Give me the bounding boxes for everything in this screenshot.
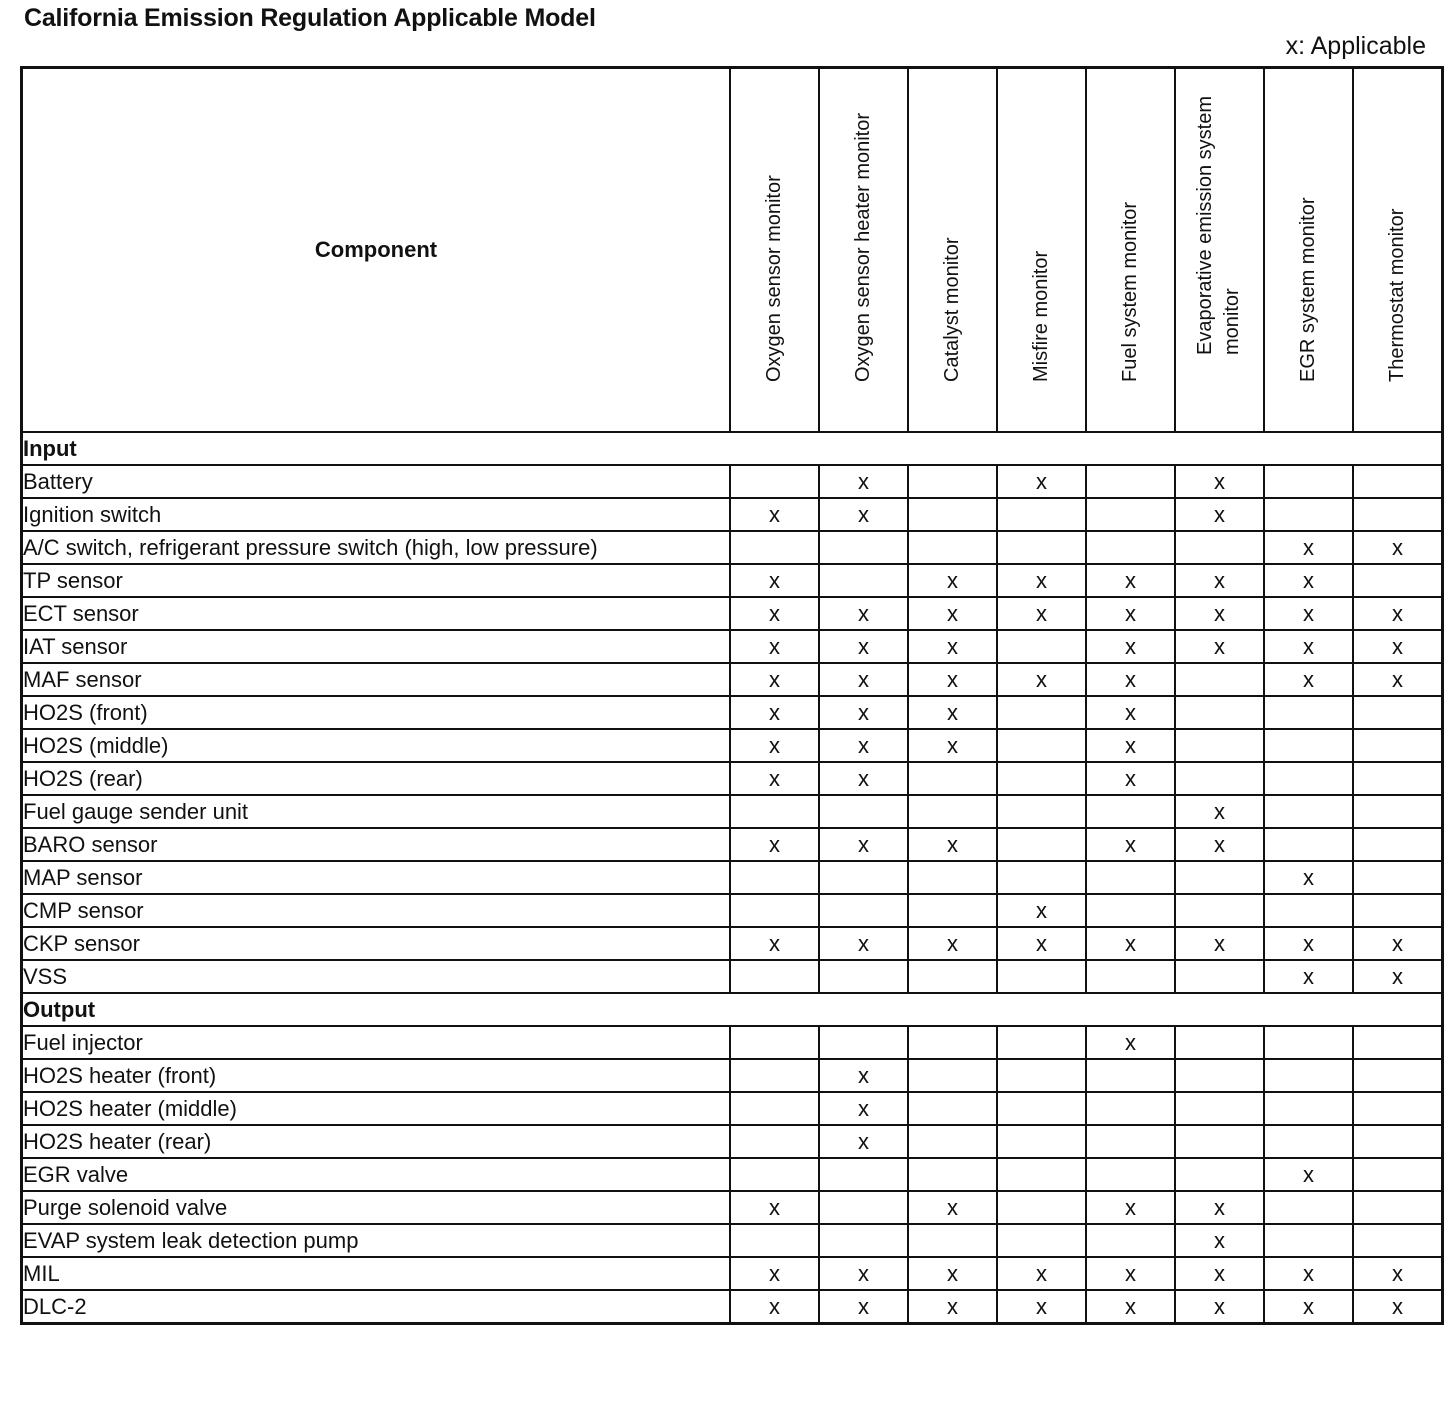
monitor-header-label: Thermostat monitor [1385, 208, 1408, 382]
applicable-mark-cell: x [997, 1290, 1086, 1324]
component-label: Purge solenoid valve [22, 1191, 731, 1224]
applicable-mark-cell: x [1175, 927, 1264, 960]
applicable-mark-cell [908, 861, 997, 894]
page-title: California Emission Regulation Applicable Model [24, 4, 596, 32]
table-row [22, 597, 1443, 630]
component-label: CKP sensor [22, 927, 731, 960]
monitor-header-label: Evaporative emission system monitor [1193, 96, 1243, 355]
applicable-mark-cell: x [908, 1191, 997, 1224]
applicable-mark-cell [730, 1092, 819, 1125]
applicable-mark-cell [1264, 762, 1353, 795]
applicable-mark-cell [819, 564, 908, 597]
monitor-header-label: EGR system monitor [1296, 197, 1319, 382]
component-label: VSS [22, 960, 731, 993]
applicable-mark-cell [1353, 1224, 1443, 1257]
applicable-mark-cell: x [819, 597, 908, 630]
component-label: Fuel gauge sender unit [22, 795, 731, 828]
applicable-mark-cell [819, 894, 908, 927]
applicable-mark-cell [997, 795, 1086, 828]
applicable-mark-cell: x [997, 894, 1086, 927]
applicable-mark-cell [1264, 1224, 1353, 1257]
applicable-mark-cell [819, 861, 908, 894]
applicable-mark-cell [1264, 465, 1353, 498]
table-row [22, 1026, 1443, 1059]
applicable-mark-cell: x [1175, 1290, 1264, 1324]
table-row [22, 729, 1443, 762]
applicable-mark-cell: x [908, 630, 997, 663]
applicable-mark-cell [1086, 1158, 1175, 1191]
applicable-mark-cell: x [1086, 1191, 1175, 1224]
applicable-mark-cell: x [1264, 1257, 1353, 1290]
applicable-mark-cell [1175, 1125, 1264, 1158]
applicable-mark-cell: x [908, 696, 997, 729]
component-label: HO2S (middle) [22, 729, 731, 762]
applicable-mark-cell: x [730, 498, 819, 531]
applicable-mark-cell [997, 729, 1086, 762]
applicable-mark-cell [730, 531, 819, 564]
applicable-mark-cell: x [1353, 663, 1443, 696]
applicable-mark-cell [1175, 762, 1264, 795]
applicable-mark-cell: x [1264, 564, 1353, 597]
table-row [22, 861, 1443, 894]
applicable-mark-cell [997, 1026, 1086, 1059]
applicable-mark-cell [730, 1026, 819, 1059]
applicable-mark-cell [1086, 1125, 1175, 1158]
section-heading: Input [22, 432, 1443, 465]
applicable-mark-cell [908, 1026, 997, 1059]
applicable-mark-cell: x [819, 729, 908, 762]
header-row [22, 68, 1443, 433]
applicable-mark-cell [819, 1191, 908, 1224]
monitor-header-label: Catalyst monitor [940, 237, 963, 382]
applicable-mark-cell: x [819, 1257, 908, 1290]
table-row [22, 1125, 1443, 1158]
applicable-mark-cell: x [730, 1290, 819, 1324]
applicable-mark-cell [1353, 1092, 1443, 1125]
applicable-mark-cell: x [908, 1290, 997, 1324]
applicable-mark-cell: x [730, 729, 819, 762]
component-label: EVAP system leak detection pump [22, 1224, 731, 1257]
emission-monitor-table [20, 66, 1444, 1325]
applicable-mark-cell: x [1175, 1224, 1264, 1257]
monitor-header [1086, 68, 1175, 433]
component-label: Ignition switch [22, 498, 731, 531]
section-row [22, 993, 1443, 1026]
applicable-mark-cell [997, 1059, 1086, 1092]
applicable-mark-cell: x [819, 1059, 908, 1092]
applicable-mark-cell [908, 762, 997, 795]
applicable-mark-cell [1175, 531, 1264, 564]
applicable-mark-cell: x [1175, 828, 1264, 861]
component-label: DLC-2 [22, 1290, 731, 1324]
applicable-mark-cell: x [1264, 861, 1353, 894]
applicable-mark-cell [1353, 894, 1443, 927]
table-row [22, 1224, 1443, 1257]
applicable-mark-cell: x [1086, 828, 1175, 861]
applicable-mark-cell [1264, 1059, 1353, 1092]
table-row [22, 927, 1443, 960]
applicable-mark-cell: x [730, 828, 819, 861]
applicable-mark-cell [908, 960, 997, 993]
applicable-mark-cell [1353, 1158, 1443, 1191]
applicable-mark-cell [908, 531, 997, 564]
component-label: A/C switch, refrigerant pressure switch (high, low pressure) [22, 531, 731, 564]
applicable-mark-cell: x [1086, 630, 1175, 663]
applicable-mark-cell [1175, 1059, 1264, 1092]
table-row [22, 465, 1443, 498]
applicable-mark-cell [1353, 1191, 1443, 1224]
applicable-mark-cell: x [908, 564, 997, 597]
table-row [22, 894, 1443, 927]
applicable-mark-cell [997, 1125, 1086, 1158]
applicable-mark-cell [1264, 1191, 1353, 1224]
applicable-mark-cell: x [1175, 465, 1264, 498]
applicable-mark-cell: x [819, 465, 908, 498]
applicable-mark-cell [1086, 465, 1175, 498]
applicable-mark-cell: x [1175, 1191, 1264, 1224]
applicable-mark-cell: x [819, 1092, 908, 1125]
applicable-mark-cell [1086, 1224, 1175, 1257]
monitor-header [997, 68, 1086, 433]
applicable-mark-cell: x [1175, 564, 1264, 597]
applicable-mark-cell [1353, 762, 1443, 795]
applicable-mark-cell [1264, 729, 1353, 762]
component-label: TP sensor [22, 564, 731, 597]
applicable-mark-cell [997, 1224, 1086, 1257]
monitor-header-label: Fuel system monitor [1118, 201, 1141, 382]
applicable-mark-cell: x [1264, 927, 1353, 960]
applicable-mark-cell [1175, 696, 1264, 729]
applicable-mark-cell [1353, 861, 1443, 894]
applicable-mark-cell: x [1353, 1257, 1443, 1290]
applicable-mark-cell [908, 894, 997, 927]
applicable-mark-cell [908, 1158, 997, 1191]
applicable-mark-cell [1264, 1092, 1353, 1125]
applicable-mark-cell [1175, 1092, 1264, 1125]
applicable-mark-cell [1353, 564, 1443, 597]
applicable-mark-cell [1175, 960, 1264, 993]
table-row [22, 1290, 1443, 1324]
component-label: Fuel injector [22, 1026, 731, 1059]
applicable-mark-cell [1086, 1059, 1175, 1092]
applicable-mark-cell [1086, 894, 1175, 927]
applicable-mark-cell: x [908, 1257, 997, 1290]
applicable-mark-cell [997, 762, 1086, 795]
component-label: HO2S (rear) [22, 762, 731, 795]
applicable-mark-cell [730, 1158, 819, 1191]
section-row [22, 432, 1443, 465]
applicable-mark-cell [730, 960, 819, 993]
monitor-header-label: Misfire monitor [1029, 250, 1052, 382]
table-row [22, 630, 1443, 663]
applicable-mark-cell [1086, 861, 1175, 894]
applicable-mark-cell [730, 894, 819, 927]
applicable-mark-cell: x [908, 828, 997, 861]
applicable-mark-cell: x [1264, 960, 1353, 993]
applicable-mark-cell: x [1086, 762, 1175, 795]
applicable-mark-cell: x [1086, 1290, 1175, 1324]
table-row [22, 1191, 1443, 1224]
table-row [22, 1257, 1443, 1290]
applicable-mark-cell [997, 828, 1086, 861]
applicable-mark-cell [997, 531, 1086, 564]
applicable-mark-cell: x [730, 762, 819, 795]
applicable-mark-cell [1264, 828, 1353, 861]
component-label: MAP sensor [22, 861, 731, 894]
monitor-header [730, 68, 819, 433]
component-label: MAF sensor [22, 663, 731, 696]
applicable-mark-cell: x [1086, 1257, 1175, 1290]
applicable-mark-cell: x [819, 498, 908, 531]
component-label: BARO sensor [22, 828, 731, 861]
applicable-mark-cell [1086, 498, 1175, 531]
applicable-mark-cell: x [730, 597, 819, 630]
applicable-mark-cell: x [1264, 630, 1353, 663]
applicable-mark-cell: x [730, 696, 819, 729]
applicable-mark-cell: x [908, 927, 997, 960]
applicable-mark-cell [1353, 729, 1443, 762]
applicable-mark-cell: x [1353, 1290, 1443, 1324]
component-label: HO2S heater (rear) [22, 1125, 731, 1158]
applicable-mark-cell: x [1264, 1158, 1353, 1191]
applicable-mark-cell: x [1353, 531, 1443, 564]
applicable-mark-cell [997, 696, 1086, 729]
monitor-header [819, 68, 908, 433]
component-label: HO2S heater (middle) [22, 1092, 731, 1125]
applicable-mark-cell: x [819, 828, 908, 861]
applicable-mark-cell: x [819, 696, 908, 729]
applicable-mark-cell: x [997, 597, 1086, 630]
applicable-mark-cell [1264, 1026, 1353, 1059]
applicable-mark-cell: x [1353, 927, 1443, 960]
applicable-mark-cell: x [819, 927, 908, 960]
applicable-mark-cell: x [730, 564, 819, 597]
table-row [22, 762, 1443, 795]
component-column-header: Component [22, 68, 731, 433]
applicable-mark-cell [1175, 1158, 1264, 1191]
applicable-mark-cell [1353, 696, 1443, 729]
applicable-mark-cell: x [908, 729, 997, 762]
applicable-mark-cell: x [1175, 795, 1264, 828]
applicable-mark-cell [1264, 795, 1353, 828]
applicable-mark-cell [908, 795, 997, 828]
component-label: ECT sensor [22, 597, 731, 630]
table-row [22, 795, 1443, 828]
applicable-mark-cell [1353, 465, 1443, 498]
section-heading: Output [22, 993, 1443, 1026]
applicable-mark-cell: x [819, 663, 908, 696]
applicable-mark-cell [730, 795, 819, 828]
applicable-mark-cell: x [1086, 1026, 1175, 1059]
applicable-mark-cell: x [1086, 597, 1175, 630]
monitor-header [1353, 68, 1443, 433]
applicable-mark-cell [997, 630, 1086, 663]
monitor-header [1264, 68, 1353, 433]
applicable-mark-cell: x [1086, 729, 1175, 762]
applicable-mark-cell: x [819, 762, 908, 795]
applicable-mark-cell: x [908, 597, 997, 630]
applicable-mark-cell: x [730, 1257, 819, 1290]
table-row [22, 1158, 1443, 1191]
applicable-mark-cell: x [1175, 630, 1264, 663]
applicable-mark-cell [730, 1059, 819, 1092]
monitor-header [1175, 68, 1264, 433]
applicable-mark-cell [819, 1224, 908, 1257]
applicable-mark-cell: x [730, 1191, 819, 1224]
applicable-mark-cell [730, 1224, 819, 1257]
applicable-mark-cell [997, 1158, 1086, 1191]
applicable-mark-cell [1175, 729, 1264, 762]
applicable-mark-cell: x [1353, 630, 1443, 663]
table-row [22, 696, 1443, 729]
applicable-mark-cell [1175, 663, 1264, 696]
applicable-mark-cell: x [1353, 960, 1443, 993]
applicable-mark-cell: x [997, 465, 1086, 498]
component-label: IAT sensor [22, 630, 731, 663]
applicable-mark-cell [819, 960, 908, 993]
applicable-mark-cell [997, 861, 1086, 894]
applicable-mark-cell: x [997, 1257, 1086, 1290]
applicable-mark-cell [997, 1092, 1086, 1125]
applicable-mark-cell [1264, 1125, 1353, 1158]
applicable-mark-cell [1175, 894, 1264, 927]
monitor-header-label: Oxygen sensor monitor [762, 175, 785, 382]
applicable-mark-cell: x [997, 927, 1086, 960]
applicable-mark-cell: x [819, 1290, 908, 1324]
applicable-mark-cell [1353, 1125, 1443, 1158]
applicable-mark-cell [908, 498, 997, 531]
applicable-mark-cell [730, 861, 819, 894]
legend-note: x: Applicable [1285, 32, 1426, 60]
applicable-mark-cell [1264, 696, 1353, 729]
table-row [22, 1092, 1443, 1125]
applicable-mark-cell [1264, 894, 1353, 927]
applicable-mark-cell [730, 1125, 819, 1158]
applicable-mark-cell: x [819, 1125, 908, 1158]
applicable-mark-cell: x [1086, 927, 1175, 960]
applicable-mark-cell: x [1086, 564, 1175, 597]
table-row [22, 828, 1443, 861]
applicable-mark-cell: x [1086, 696, 1175, 729]
applicable-mark-cell: x [1086, 663, 1175, 696]
table-row [22, 1059, 1443, 1092]
applicable-mark-cell: x [1353, 597, 1443, 630]
applicable-mark-cell: x [819, 630, 908, 663]
applicable-mark-cell: x [730, 630, 819, 663]
component-label: CMP sensor [22, 894, 731, 927]
table-row [22, 498, 1443, 531]
applicable-mark-cell: x [730, 927, 819, 960]
applicable-mark-cell [908, 1059, 997, 1092]
applicable-mark-cell [819, 531, 908, 564]
applicable-mark-cell: x [1264, 1290, 1353, 1324]
applicable-mark-cell: x [1175, 1257, 1264, 1290]
applicable-mark-cell: x [1264, 531, 1353, 564]
applicable-mark-cell [819, 1026, 908, 1059]
applicable-mark-cell [908, 465, 997, 498]
applicable-mark-cell: x [1175, 597, 1264, 630]
table-body [22, 432, 1443, 1324]
applicable-mark-cell [908, 1224, 997, 1257]
applicable-mark-cell [1264, 498, 1353, 531]
component-label: HO2S (front) [22, 696, 731, 729]
applicable-mark-cell [1353, 498, 1443, 531]
applicable-mark-cell: x [997, 663, 1086, 696]
applicable-mark-cell [1353, 828, 1443, 861]
applicable-mark-cell [997, 1191, 1086, 1224]
applicable-mark-cell [1353, 795, 1443, 828]
applicable-mark-cell: x [1175, 498, 1264, 531]
component-label: MIL [22, 1257, 731, 1290]
applicable-mark-cell [730, 465, 819, 498]
applicable-mark-cell [1353, 1026, 1443, 1059]
applicable-mark-cell [819, 1158, 908, 1191]
applicable-mark-cell [1353, 1059, 1443, 1092]
table-row [22, 663, 1443, 696]
applicable-mark-cell [997, 960, 1086, 993]
applicable-mark-cell [1086, 1092, 1175, 1125]
table-row [22, 531, 1443, 564]
applicable-mark-cell [1175, 1026, 1264, 1059]
applicable-mark-cell: x [1264, 597, 1353, 630]
applicable-mark-cell [1086, 531, 1175, 564]
applicable-mark-cell [1175, 861, 1264, 894]
component-label: HO2S heater (front) [22, 1059, 731, 1092]
applicable-mark-cell [819, 795, 908, 828]
applicable-mark-cell: x [997, 564, 1086, 597]
component-label: EGR valve [22, 1158, 731, 1191]
applicable-mark-cell [1086, 960, 1175, 993]
applicable-mark-cell: x [730, 663, 819, 696]
applicable-mark-cell: x [908, 663, 997, 696]
applicable-mark-cell [908, 1092, 997, 1125]
applicable-mark-cell [997, 498, 1086, 531]
applicable-mark-cell [1086, 795, 1175, 828]
monitor-header [908, 68, 997, 433]
table-row [22, 960, 1443, 993]
component-label: Battery [22, 465, 731, 498]
table-row [22, 564, 1443, 597]
applicable-mark-cell [908, 1125, 997, 1158]
monitor-header-label: Oxygen sensor heater monitor [851, 112, 874, 382]
applicable-mark-cell: x [1264, 663, 1353, 696]
